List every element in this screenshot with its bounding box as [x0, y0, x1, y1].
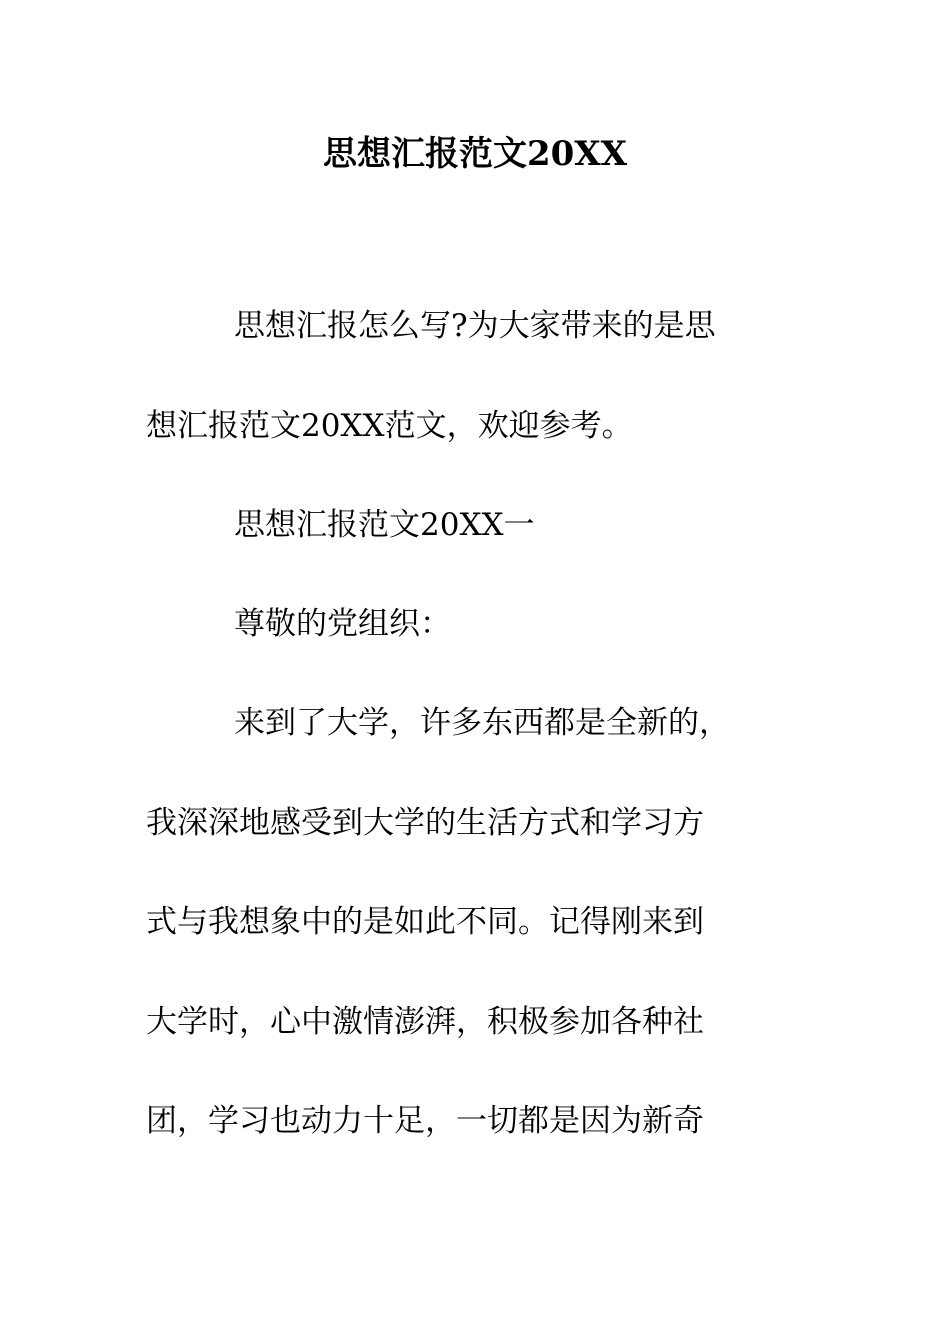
paragraph-line: 我深深地感受到大学的生活方式和学习方	[146, 805, 704, 841]
paragraph-line: 想汇报范文20XX范文，欢迎参考。	[146, 408, 633, 444]
paragraph-line: 思想汇报怎么写?为大家带来的是思	[234, 308, 716, 344]
paragraph-line: 尊敬的党组织：	[234, 606, 451, 642]
document-title: 思想汇报范文20XX	[322, 134, 628, 174]
paragraph-line: 大学时，心中激情澎湃，积极参加各种社	[146, 1004, 704, 1040]
paragraph-line: 思想汇报范文20XX一	[234, 507, 535, 543]
paragraph-line: 团，学习也动力十足，一切都是因为新奇	[146, 1103, 704, 1139]
paragraph-line: 来到了大学，许多东西都是全新的，	[234, 705, 730, 741]
paragraph-line: 式与我想象中的是如此不同。记得刚来到	[146, 904, 704, 940]
